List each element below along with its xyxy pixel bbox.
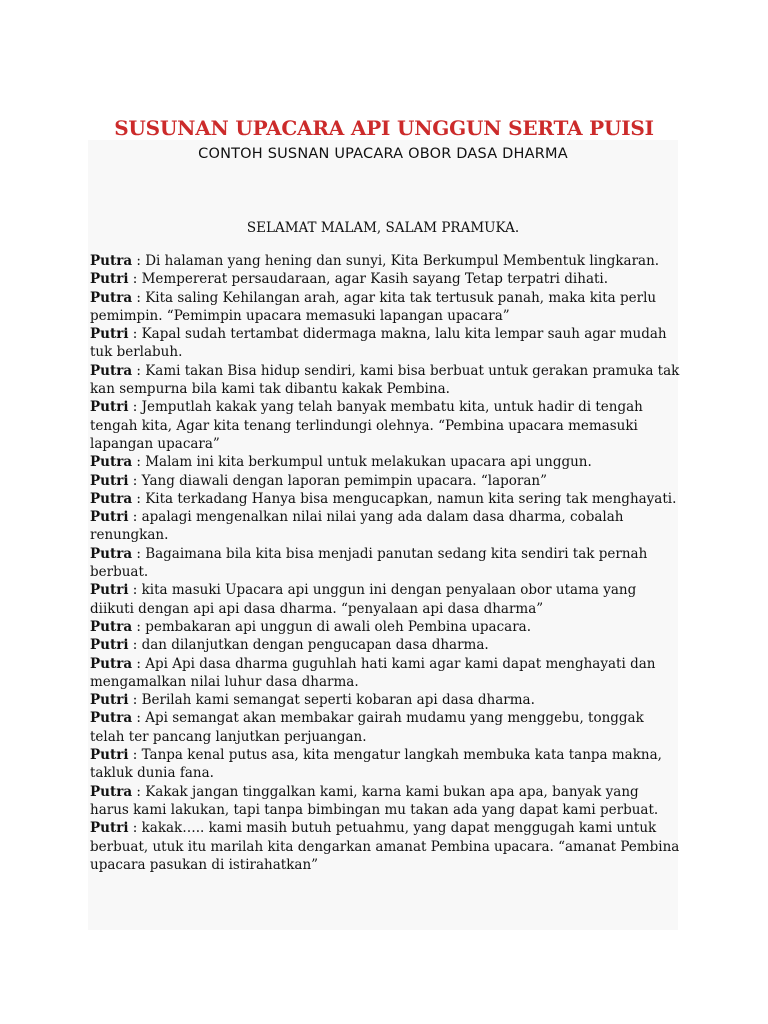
speaker-name: Putri <box>90 582 129 599</box>
dialogue-text: : Yang diawali dengan laporan pemimpin upacara. “laporan” <box>128 472 547 489</box>
speaker-name: Putra <box>90 783 133 800</box>
dialogue-text: : Di halaman yang hening dan sunyi, Kita Berkumpul Membentuk lingkaran. <box>132 253 660 269</box>
dialogue-line <box>90 581 680 618</box>
dialogue-line <box>90 636 680 654</box>
dialogue-line <box>90 709 680 746</box>
dialogue-text: : kakak….. kami masih butuh petuahmu, yang dapat menggugah kami untuk berbuat, utuk itu marilah kita dengarkan amanat Pembina upacara. “amanat Pembina upacara pasukan di istirahatkan” <box>90 820 680 873</box>
document-subtitle: CONTOH SUSNAN UPACARA OBOR DASA DHARMA <box>198 146 568 162</box>
dialogue-text: : Kapal sudah tertambat didermaga makna, lalu kita lempar sauh agar mudah tuk berlabuh. <box>90 326 667 361</box>
speaker-name: Putri <box>90 692 129 709</box>
speaker-name: Putri <box>90 472 129 489</box>
dialogue-line <box>90 618 680 636</box>
dialogue-line <box>90 490 680 508</box>
dialogue-line <box>90 472 680 490</box>
dialogue-text: : dan dilanjutkan dengan pengucapan dasa dharma. <box>128 637 489 654</box>
dialogue-line <box>90 453 680 471</box>
dialogue-line <box>90 545 680 582</box>
speaker-name: Putri <box>90 820 129 837</box>
dialogue-line <box>90 691 680 709</box>
dialogue-line <box>90 362 680 399</box>
dialogue-text: : Jemputlah kakak yang telah banyak membatu kita, untuk hadir di tengah tengah kita, Agar kita tenang terlindungi olehnya. “Pembina upacara memasuki lapangan upacara” <box>90 399 643 452</box>
dialogue-line <box>90 746 680 783</box>
document-title: SUSUNAN UPACARA API UNGGUN SERTA PUISI <box>114 116 654 140</box>
dialogue-list <box>90 252 680 874</box>
speaker-name: Putri <box>90 509 129 526</box>
dialogue-line <box>90 783 680 820</box>
dialogue-text: : Kita saling Kehilangan arah, agar kita tak tertusuk panah, maka kita perlu pemimpin. “Pemimpin upacara memasuki lapangan upacara” <box>90 289 657 324</box>
dialogue-line <box>90 325 680 362</box>
dialogue-line <box>90 270 680 288</box>
dialogue-text: : Tanpa kenal putus asa, kita mengatur langkah membuka kata tanpa makna, takluk dunia fana. <box>90 747 662 782</box>
dialogue-text: : pembakaran api unggun di awali oleh Pembina upacara. <box>132 618 531 635</box>
dialogue-text: : Api semangat akan membakar gairah mudamu yang menggebu, tonggak telah ter pancang lanjutkan perjuangan. <box>90 710 644 745</box>
dialogue-text: : Mempererat persaudaraan, agar Kasih sayang Tetap terpatri dihati. <box>128 271 609 288</box>
speaker-name: Putri <box>90 399 129 416</box>
speaker-name: Putri <box>90 326 129 343</box>
dialogue-line <box>90 819 680 874</box>
dialogue-line <box>90 252 680 270</box>
speaker-name: Putra <box>90 490 133 507</box>
dialogue-text: : Bagaimana bila kita bisa menjadi panutan sedang kita sendiri tak pernah berbuat. <box>90 545 648 581</box>
dialogue-text: : Kakak jangan tinggalkan kami, karna kami bukan apa apa, banyak yang harus kami lakukan, tapi tanpa bimbingan mu takan ada yang dapat kami perbuat. <box>90 783 659 818</box>
dialogue-text: : Berilah kami semangat seperti kobaran api dasa dharma. <box>128 692 535 709</box>
dialogue-line <box>90 289 680 326</box>
greeting-line: SELAMAT MALAM, SALAM PRAMUKA. <box>246 220 520 236</box>
dialogue-line <box>90 508 680 545</box>
speaker-name: Putra <box>90 289 133 306</box>
speaker-name: Putri <box>90 747 129 764</box>
speaker-name: Putra <box>90 710 133 727</box>
speaker-name: Putra <box>90 655 133 672</box>
speaker-name: Putri <box>90 637 129 654</box>
dialogue-line <box>90 398 680 453</box>
dialogue-text: : Kami takan Bisa hidup sendiri, kami bisa berbuat untuk gerakan pramuka tak kan sempurna bila kami tak dibantu kakak Pembina. <box>90 362 680 398</box>
dialogue-text: : Kita terkadang Hanya bisa mengucapkan, namun kita sering tak menghayati. <box>132 490 677 507</box>
dialogue-text: : kita masuki Upacara api unggun ini dengan penyalaan obor utama yang diikuti dengan api api dasa dharma. “penyalaan api dasa dharma” <box>90 582 637 617</box>
speaker-name: Putra <box>90 362 133 379</box>
speaker-name: Putri <box>90 271 129 288</box>
speaker-name: Putra <box>90 253 133 269</box>
speaker-name: Putra <box>90 454 133 471</box>
document-body <box>88 140 678 930</box>
dialogue-text: : Api Api dasa dharma guguhlah hati kami agar kami dapat menghayati dan mengamalkan nilai luhur dasa dharma. <box>90 655 656 690</box>
speaker-name: Putra <box>90 618 133 635</box>
dialogue-text: : apalagi mengenalkan nilai nilai yang ada dalam dasa dharma, cobalah renungkan. <box>90 509 624 544</box>
dialogue-line <box>90 655 680 692</box>
dialogue-text: : Malam ini kita berkumpul untuk melakukan upacara api unggun. <box>132 454 592 471</box>
speaker-name: Putra <box>90 545 133 562</box>
